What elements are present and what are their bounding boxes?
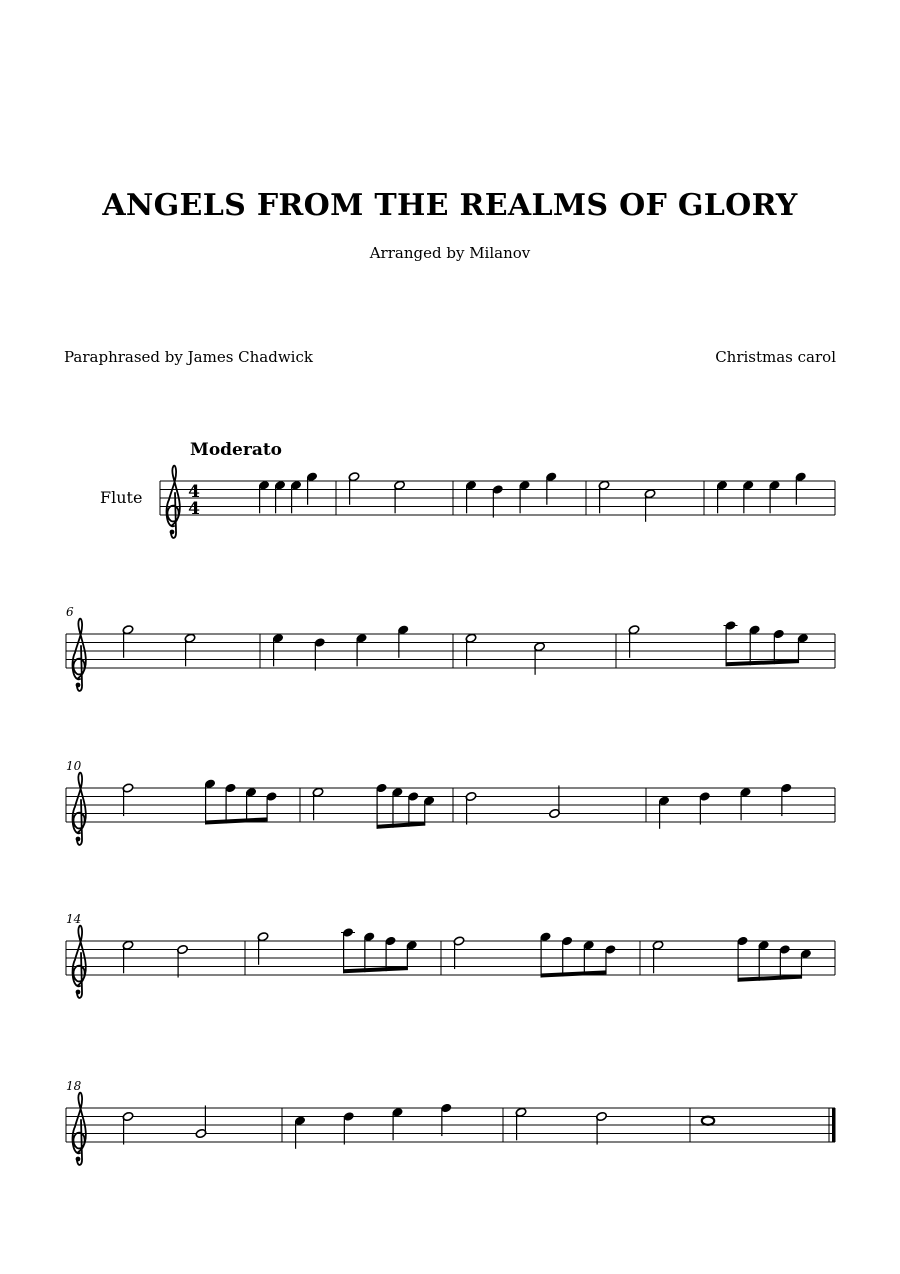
treble-clef-icon: [73, 1093, 86, 1165]
eighth-beam: [541, 970, 606, 977]
measure-number: 6: [66, 605, 74, 619]
lyricist-credit: Paraphrased by James Chadwick: [64, 348, 313, 366]
staff-system: [160, 466, 835, 538]
treble-clef-icon: [73, 773, 86, 845]
treble-clef-dot: [170, 530, 175, 535]
treble-clef-dot: [76, 837, 81, 842]
treble-clef-dot: [76, 1157, 81, 1162]
arranger-credit: Arranged by Milanov: [369, 244, 531, 262]
treble-clef-icon: [167, 466, 180, 538]
instrument-name: Flute: [100, 488, 143, 507]
measure-number: 10: [66, 759, 82, 773]
note: [702, 1117, 714, 1125]
eighth-beam: [344, 966, 408, 973]
piece-title: ANGELS FROM THE REALMS OF GLORY: [102, 188, 798, 223]
measure-number: 18: [66, 1079, 82, 1093]
time-signature-bottom: 4: [188, 499, 200, 519]
treble-clef-icon: [73, 619, 86, 691]
treble-clef-dot: [76, 990, 81, 995]
measure-number: 14: [66, 912, 82, 926]
note-head-whole: [702, 1117, 714, 1125]
treble-clef-dot: [76, 683, 81, 688]
eighth-beam: [206, 817, 268, 824]
staff-system: [66, 619, 835, 691]
staff-system: [66, 1093, 836, 1165]
treble-clef-icon: [73, 926, 86, 998]
composer-credit: Christmas carol: [715, 348, 836, 366]
eighth-beam: [726, 659, 798, 666]
staff-system: [66, 773, 835, 845]
final-barline: [832, 1108, 836, 1142]
eighth-beam: [738, 975, 801, 982]
tempo-marking: Moderato: [190, 440, 283, 460]
time-signature-top: 4: [188, 482, 200, 502]
staff-system: [66, 926, 835, 998]
eighth-beam: [377, 822, 425, 829]
